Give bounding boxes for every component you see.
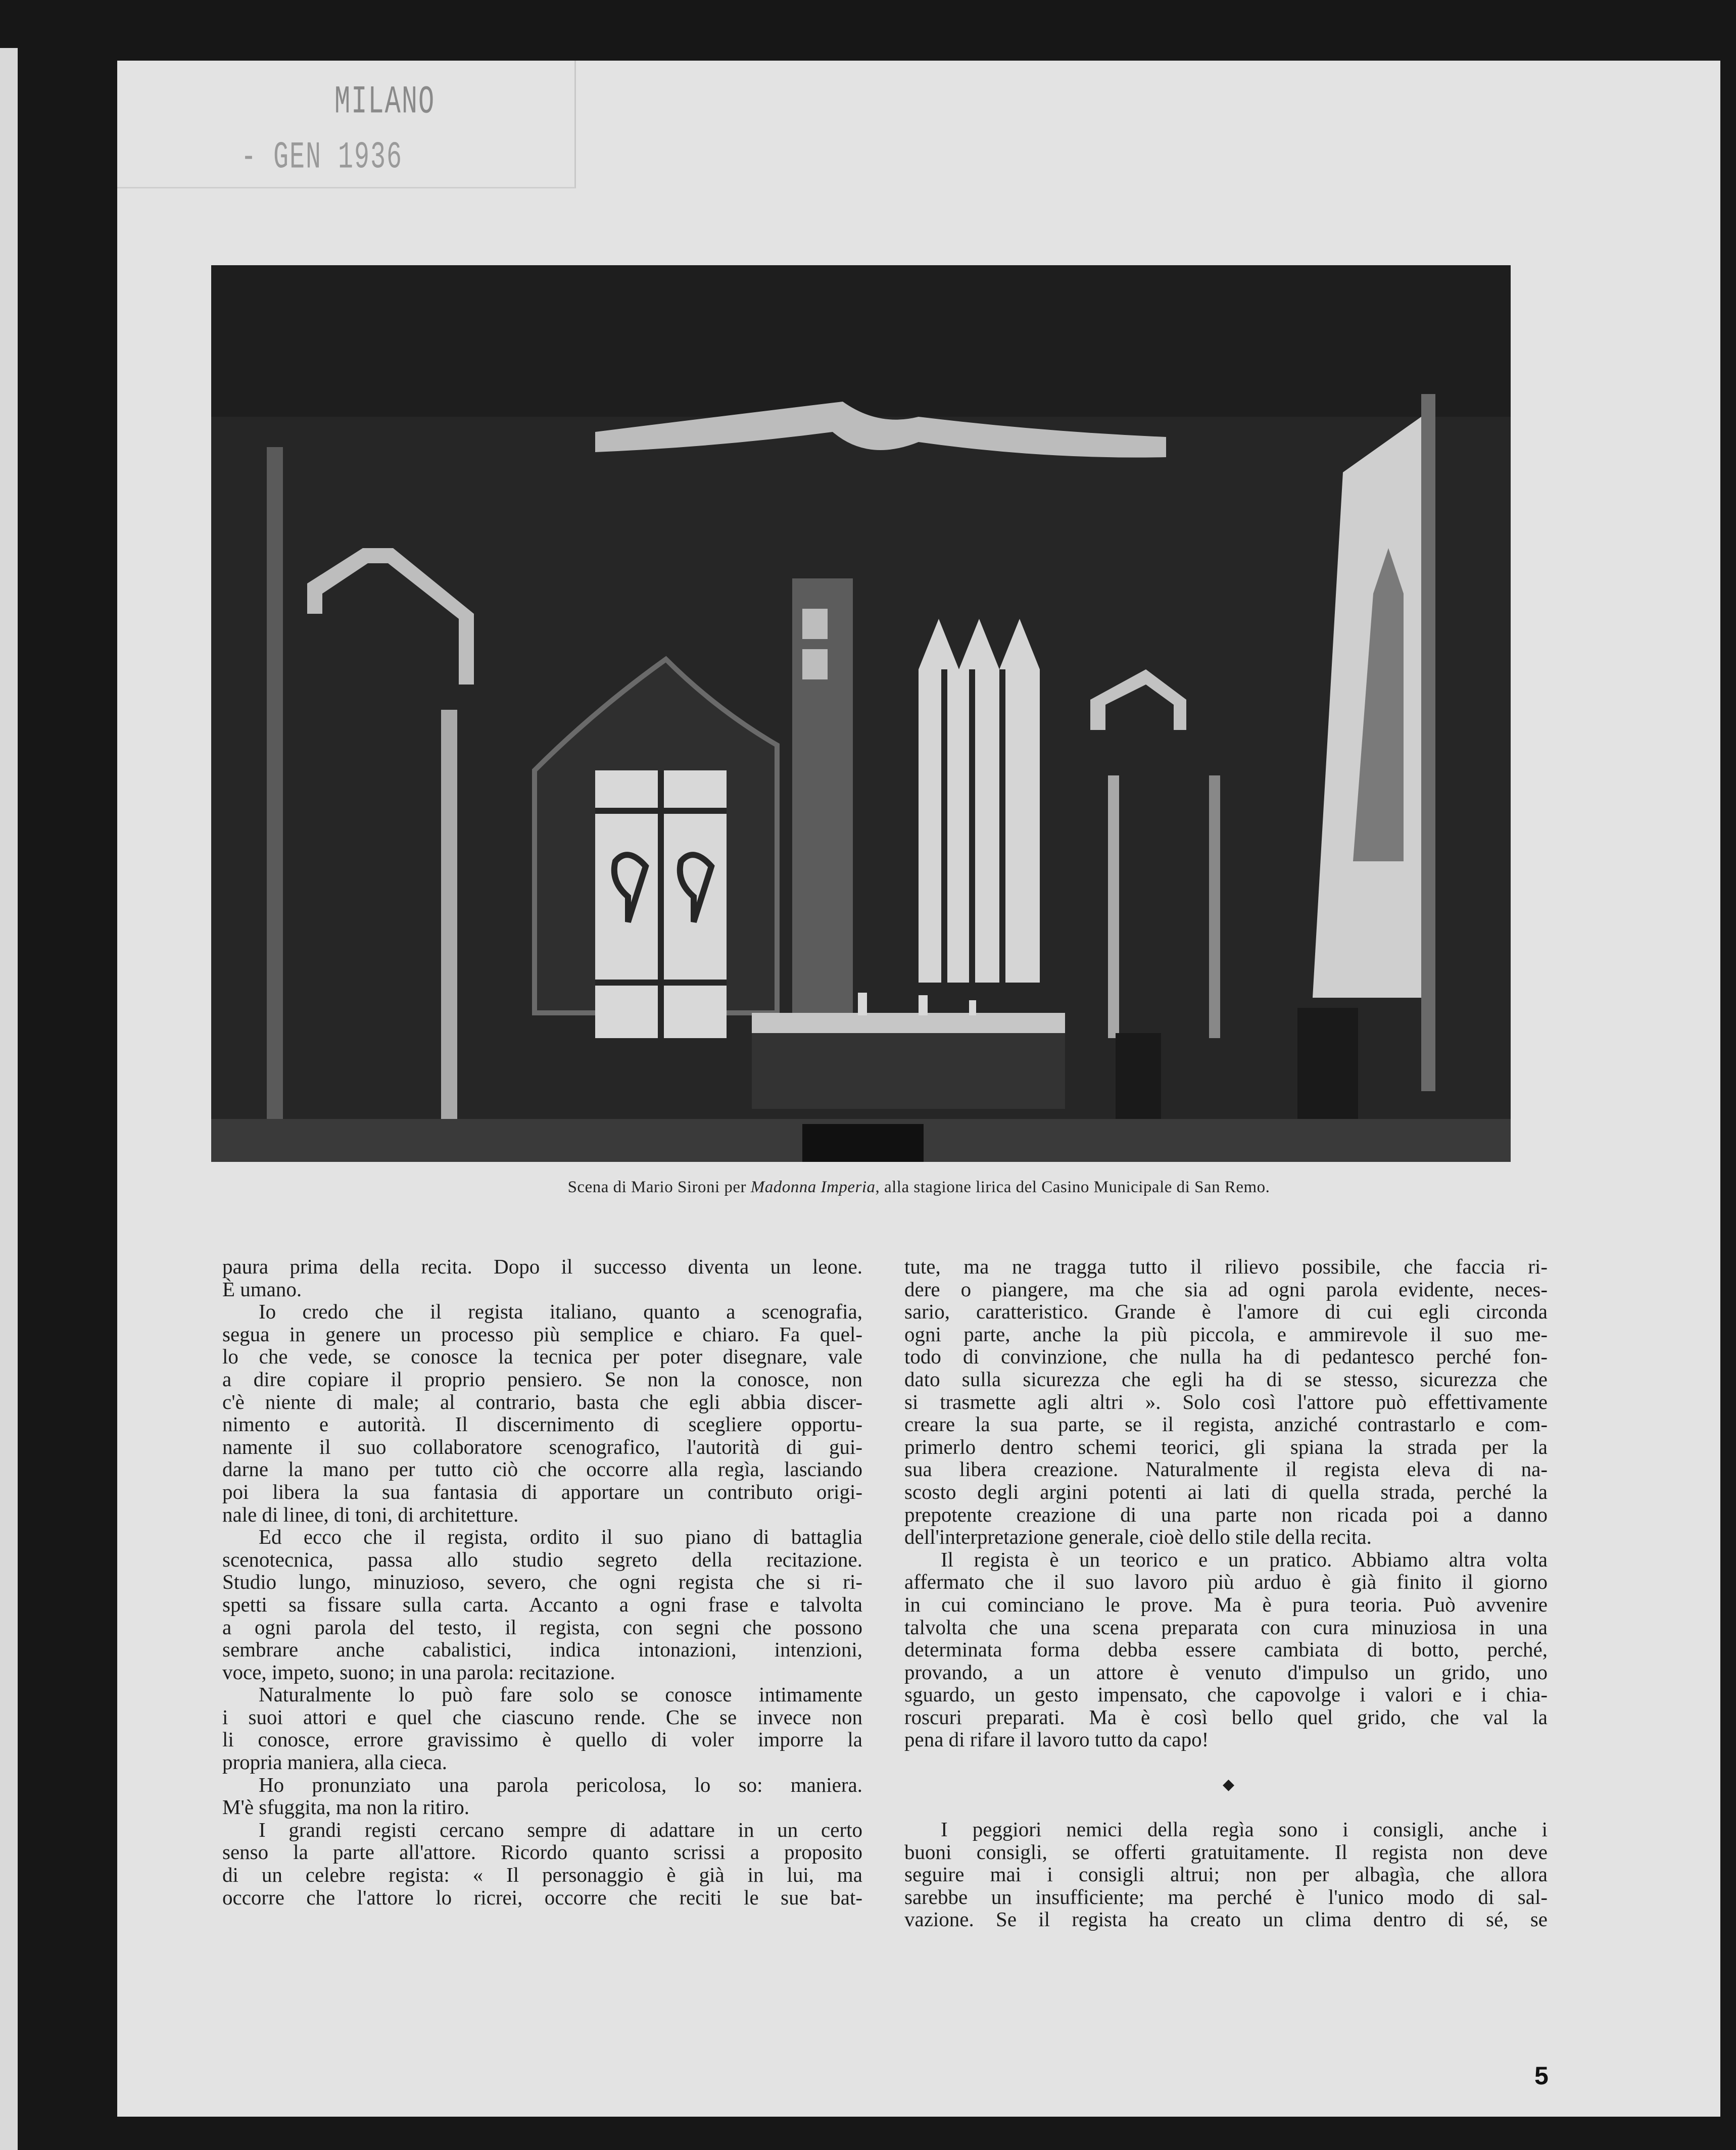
text-line: lo che vede, se conosce la tecnica per poter disegnare, vale xyxy=(222,1345,862,1369)
text-line: di un celebre regista: « Il personaggio è già in lui, ma xyxy=(222,1863,862,1887)
text-line: scenotecnica, passa allo studio segreto della recitazione. xyxy=(222,1547,862,1571)
text-line: scosto degli argini potenti ai lati di quella strada, perché la xyxy=(904,1480,1548,1503)
text-line: dere o piangere, ma che sia ad ogni parola evidente, neces- xyxy=(904,1277,1548,1301)
text-line: sarebbe un insufficiente; ma perché è l'unico modo di sal- xyxy=(904,1885,1548,1909)
text-line: I grandi registi cercano sempre di adattare in un certo xyxy=(259,1818,862,1841)
page-number: 5 xyxy=(1534,2062,1549,2090)
section-divider-diamond: ◆ xyxy=(1222,1776,1235,1793)
text-line: poi libera la sua fantasia di apportare un contributo origi- xyxy=(222,1480,862,1503)
text-column-right xyxy=(904,1255,1548,1931)
text-line: occorre che l'attore lo ricrei, occorre che reciti le sue bat- xyxy=(222,1885,862,1909)
document-page xyxy=(117,61,1720,2117)
text-line: in cui cominciano le prove. Ma è pura teoria. Può avvenire xyxy=(904,1592,1548,1616)
text-line: determinata forma debba essere cambiata di botto, perché, xyxy=(904,1638,1548,1662)
text-line: sua libera creazione. Naturalmente il regista eleva di na- xyxy=(904,1457,1548,1481)
text-line: li conosce, errore gravissimo è quello di voler imporre la xyxy=(222,1728,862,1751)
text-line: Ho pronunziato una parola pericolosa, lo so: maniera. xyxy=(259,1773,862,1796)
caption-text: Scena di Mario Sironi per xyxy=(567,1178,751,1196)
text-line: c'è niente di male; al contrario, basta che egli abbia discer- xyxy=(222,1390,862,1413)
text-line: nimento e autorità. Il discernimento di scegliere opportu- xyxy=(222,1412,862,1436)
text-line: roscuri preparati. Ma è così bello quel grido, che val la xyxy=(904,1705,1548,1729)
text-column-left xyxy=(222,1255,862,1909)
text-line: senso la parte all'attore. Ricordo quanto scrissi a proposito xyxy=(222,1840,862,1864)
text-line: prepotente creazione di una parte non ricada poi a danno xyxy=(904,1502,1548,1526)
text-line: provando, a un attore è venuto d'impulso un grido, uno xyxy=(904,1660,1548,1684)
text-line: È umano. xyxy=(222,1277,302,1301)
text-line: todo di convinzione, che nulla ha di pedantesco perché fon- xyxy=(904,1345,1548,1369)
text-line: nale di linee, di toni, di architetture. xyxy=(222,1502,519,1526)
caption-text-end: , alla stagione lirica del Casino Municipale di San Remo. xyxy=(875,1178,1270,1196)
text-line: sembrare anche cabalistici, indica intonazioni, intenzioni, xyxy=(222,1638,862,1662)
text-line: Naturalmente lo può fare solo se conosce intimamente xyxy=(259,1683,862,1706)
text-line: vazione. Se il regista ha creato un clima dentro di sé, se xyxy=(904,1908,1548,1931)
text-line: talvolta che una scena preparata con cura minuziosa in una xyxy=(904,1615,1548,1639)
text-line: sguardo, un gesto impensato, che capovolge i valori e i chia- xyxy=(904,1683,1548,1706)
text-line: a dire copiare il proprio pensiero. Se non la conosce, non xyxy=(222,1367,862,1391)
text-line: paura prima della recita. Dopo il successo diventa un leone. xyxy=(222,1255,862,1278)
text-line: spetti sa fissare sulla carta. Accanto a ogni frase e talvolta xyxy=(222,1592,862,1616)
text-line: Io credo che il regista italiano, quanto a scenografia, xyxy=(259,1300,862,1324)
text-line: buoni consigli, se offerti gratuitamente. Il regista non deve xyxy=(904,1840,1548,1864)
text-line: seguire mai i consigli altrui; non per albagìa, che allora xyxy=(904,1863,1548,1886)
caption-opera-title: Madonna Imperia xyxy=(750,1178,876,1196)
adjacent-page-edge xyxy=(0,48,18,2150)
text-line: M'è sfuggita, ma non la ritiro. xyxy=(222,1795,470,1819)
text-line: I peggiori nemici della regìa sono i consigli, anche i xyxy=(941,1818,1548,1841)
stage-scene-photo xyxy=(211,265,1511,1162)
text-line: dell'interpretazione generale, cioè dello stile della recita. xyxy=(904,1525,1372,1549)
text-line: darne la mano per tutto ciò che occorre alla regìa, lasciando xyxy=(222,1457,862,1481)
text-line: dato sulla sicurezza che egli ha di se stesso, sicurezza che xyxy=(904,1367,1548,1391)
text-line: tute, ma ne tragga tutto il rilievo possibile, che faccia ri- xyxy=(904,1255,1548,1278)
text-line: a ogni parola del testo, il regista, con segni che possono xyxy=(222,1615,862,1639)
right-column-part-1 xyxy=(904,1255,1548,1751)
text-line: segua in genere un processo più semplice e chiaro. Fa quel- xyxy=(222,1322,862,1346)
text-line: i suoi attori e quel che ciascuno rende. Che se invece non xyxy=(222,1705,862,1729)
stamp-date: - GEN 1936 xyxy=(241,136,403,180)
text-line: namente il suo collaboratore scenografico, l'autorità di gui- xyxy=(222,1435,862,1458)
right-column-part-2 xyxy=(904,1818,1548,1931)
text-line: propria maniera, alla cieca. xyxy=(222,1750,448,1774)
text-line: Ed ecco che il regista, ordito il suo piano di battaglia xyxy=(259,1525,862,1549)
photo-caption xyxy=(117,1178,1720,1197)
text-line: creare la sua parte, se il regista, anziché contrastarlo e com- xyxy=(904,1412,1548,1436)
text-line: sario, caratteristico. Grande è l'amore di cui egli circonda xyxy=(904,1300,1548,1324)
text-line: si trasmette agli altri ». Solo così l'attore può effettivamente xyxy=(904,1390,1548,1413)
text-line: ogni parte, anche la più piccola, e ammirevole il suo me- xyxy=(904,1322,1548,1346)
text-line: Il regista è un teorico e un pratico. Abbiamo altra volta xyxy=(941,1547,1548,1571)
stage-scene-illustration xyxy=(211,265,1511,1162)
text-line: affermato che il suo lavoro più arduo è già finito il giorno xyxy=(904,1570,1548,1594)
text-line: pena di rifare il lavoro tutto da capo! xyxy=(904,1728,1209,1751)
text-line: voce, impeto, suono; in una parola: recitazione. xyxy=(222,1660,615,1684)
text-line: Studio lungo, minuzioso, severo, che ogni regista che si ri- xyxy=(222,1570,862,1594)
text-line: primerlo dentro schemi teorici, gli spiana la strada per la xyxy=(904,1435,1548,1458)
stamp-city: MILANO xyxy=(334,80,436,125)
